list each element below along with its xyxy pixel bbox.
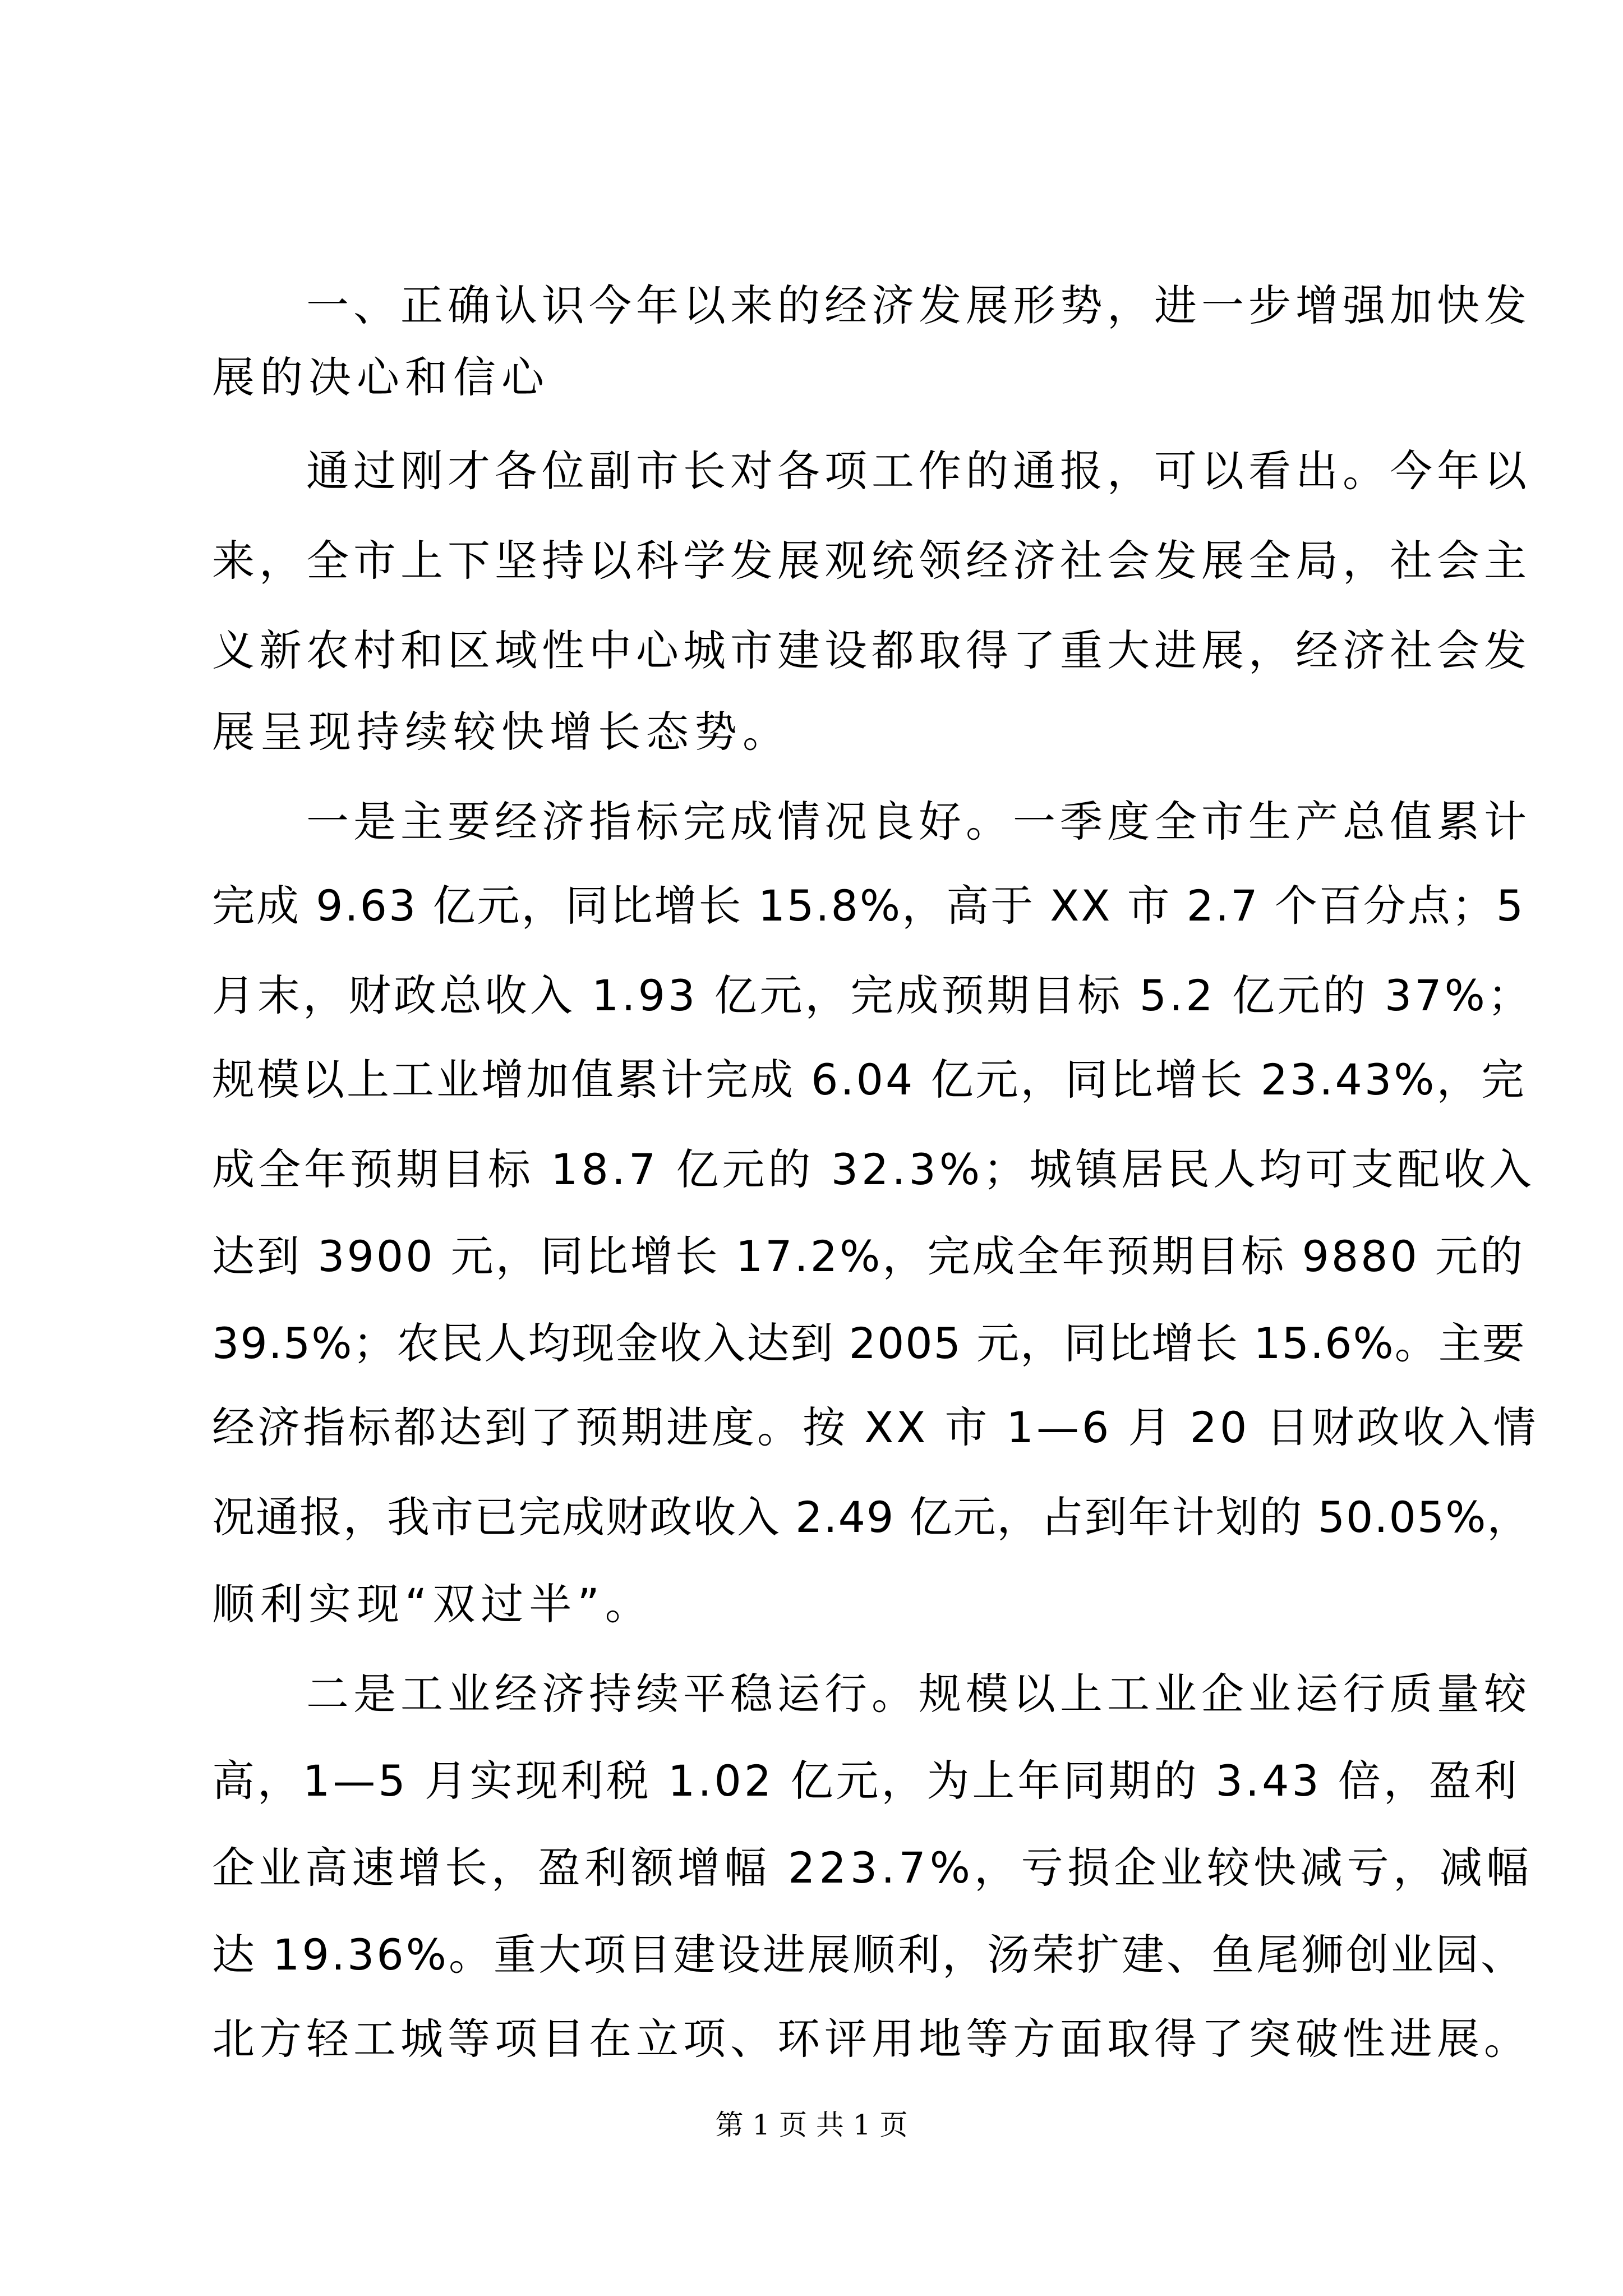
paragraph-line: 成全年预期目标 18.7 亿元的 32.3%；城镇居民人均可支配收入 xyxy=(212,1144,1536,1194)
heading-line: 一、正确认识今年以来的经济发展形势，进一步增强加快发 xyxy=(306,280,1531,330)
paragraph-line: 况通报，我市已完成财政收入 2.49 亿元，占到年计划的 50.05%， xyxy=(212,1492,1531,1542)
paragraph-line: 顺利实现“双过半”。 xyxy=(212,1579,653,1629)
paragraph-line: 39.5%；农民人均现金收入达到 2005 元，同比增长 15.6%。主要 xyxy=(212,1318,1526,1368)
paragraph-line: 一是主要经济指标完成情况良好。一季度全市生产总值累计 xyxy=(306,797,1531,846)
paragraph-line: 完成 9.63 亿元，同比增长 15.8%，高于 XX 市 2.7 个百分点；5 xyxy=(212,881,1525,931)
page-footer: 第 1 页 共 1 页 xyxy=(715,2109,908,2141)
paragraph-line: 北方轻工城等项目在立项、环评用地等方面取得了突破性进展。 xyxy=(212,2014,1531,2064)
paragraph-line: 月末，财政总收入 1.93 亿元，完成预期目标 5.2 亿元的 37%； xyxy=(212,970,1533,1020)
paragraph-line: 二是工业经济持续平稳运行。规模以上工业企业运行质量较 xyxy=(306,1669,1531,1719)
paragraph-line: 达到 3900 元，同比增长 17.2%，完成全年预期目标 9880 元的 xyxy=(212,1231,1525,1281)
paragraph-line: 高，1—5 月实现利税 1.02 亿元，为上年同期的 3.43 倍，盈利 xyxy=(212,1756,1520,1806)
paragraph-line: 义新农村和区域性中心城市建设都取得了重大进展，经济社会发 xyxy=(212,625,1531,675)
heading-line: 展的决心和信心 xyxy=(212,352,550,402)
paragraph-line: 展呈现持续较快增长态势。 xyxy=(212,707,791,757)
paragraph-line: 来，全市上下坚持以科学发展观统领经济社会发展全局，社会主 xyxy=(212,536,1531,586)
paragraph-line: 达 19.36%。重大项目建设进展顺利，汤荣扩建、鱼尾狮创业园、 xyxy=(212,1930,1525,1980)
paragraph-line: 规模以上工业增加值累计完成 6.04 亿元，同比增长 23.43%，完 xyxy=(212,1055,1527,1105)
paragraph-line: 企业高速增长，盈利额增幅 223.7%，亏损企业较快减亏，减幅 xyxy=(212,1843,1533,1893)
paragraph-line: 经济指标都达到了预期进度。按 XX 市 1—6 月 20 日财政收入情 xyxy=(212,1402,1539,1452)
paragraph-line: 通过刚才各位副市长对各项工作的通报，可以看出。今年以 xyxy=(306,446,1531,496)
